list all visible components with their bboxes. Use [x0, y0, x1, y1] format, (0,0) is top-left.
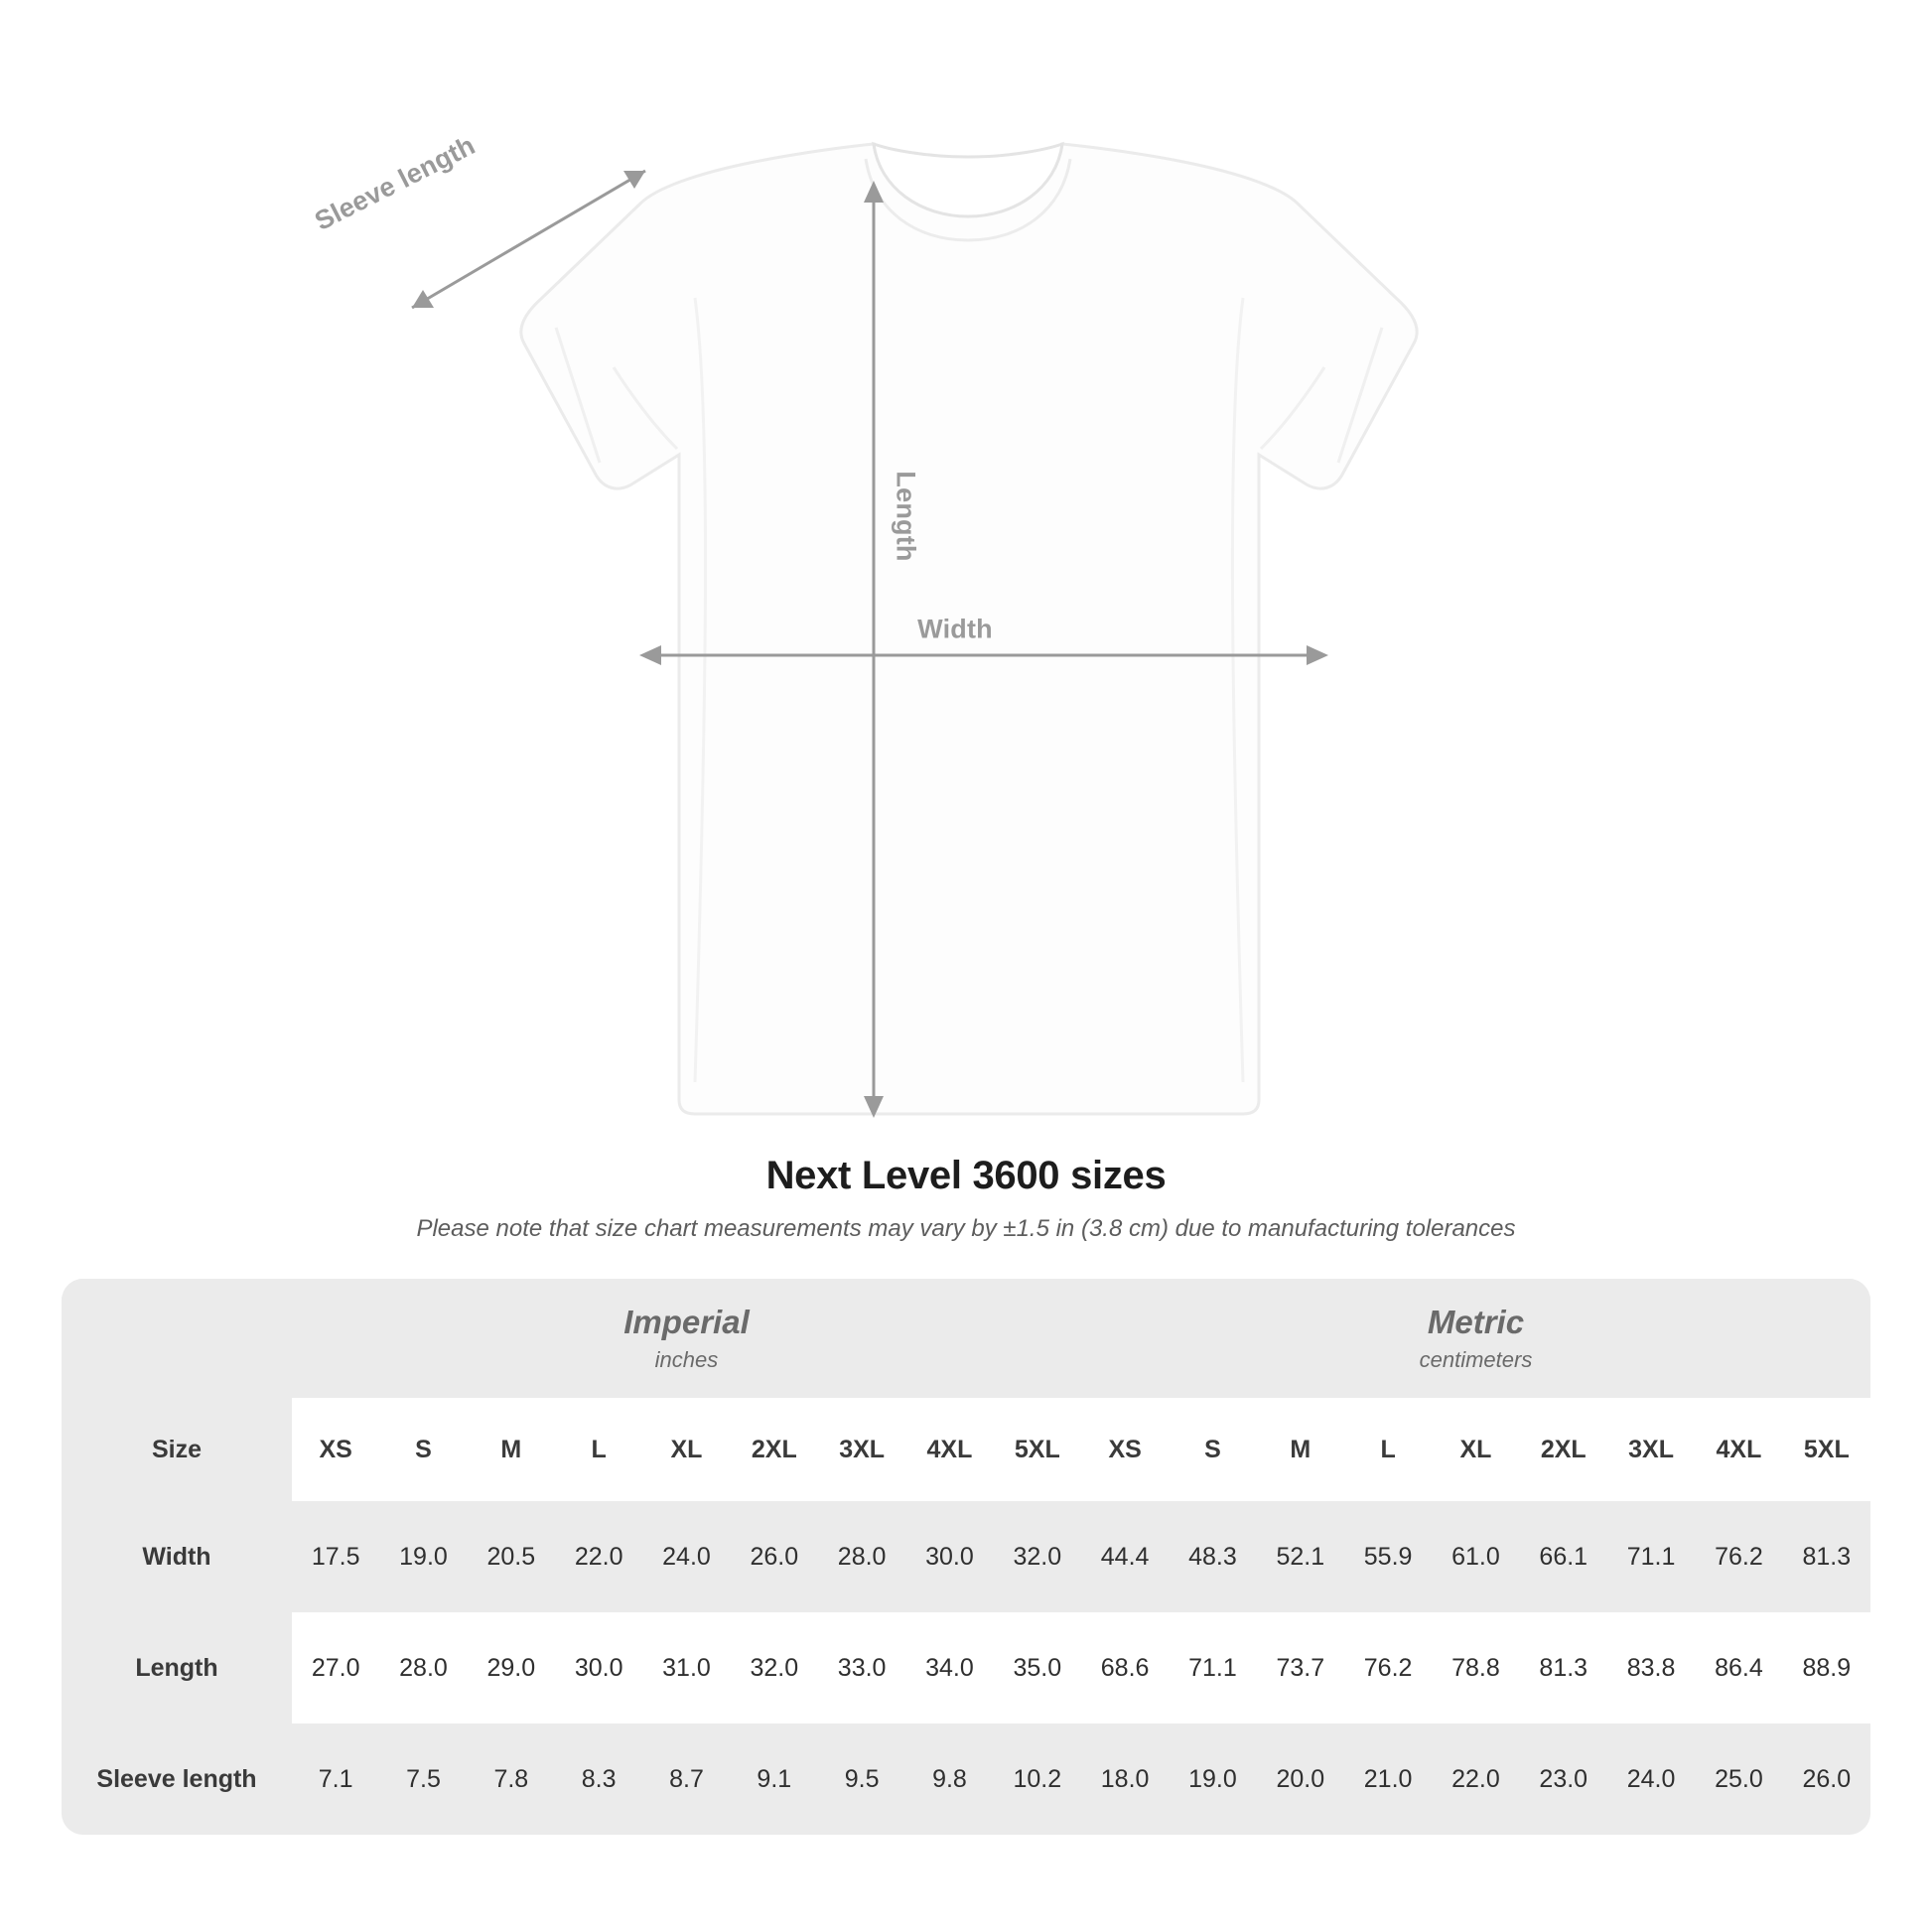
- table-cell: 10.2: [994, 1724, 1081, 1835]
- table-cell: 76.2: [1695, 1501, 1782, 1612]
- size-column-header: XL: [642, 1398, 730, 1501]
- table-cell: 32.0: [994, 1501, 1081, 1612]
- row-header-width: Width: [62, 1501, 292, 1612]
- table-cell: 19.0: [1169, 1724, 1256, 1835]
- table-cell: 66.1: [1520, 1501, 1607, 1612]
- table-cell: 24.0: [1607, 1724, 1695, 1835]
- table-cell: 34.0: [905, 1612, 993, 1724]
- unit-group-name: Imperial: [623, 1304, 750, 1341]
- table-cell: 76.2: [1344, 1612, 1432, 1724]
- unit-group-name: Metric: [1427, 1304, 1525, 1341]
- table-cell: 20.5: [468, 1501, 555, 1612]
- table-cell: 88.9: [1783, 1612, 1870, 1724]
- unit-header-spacer: [62, 1279, 292, 1398]
- table-cell: 86.4: [1695, 1612, 1782, 1724]
- table-cell: 81.3: [1520, 1612, 1607, 1724]
- size-column-header: 5XL: [994, 1398, 1081, 1501]
- table-cell: 8.7: [642, 1724, 730, 1835]
- table-cell: 7.1: [292, 1724, 379, 1835]
- size-column-header: 4XL: [905, 1398, 993, 1501]
- table-cell: 32.0: [731, 1612, 818, 1724]
- table-cell: 9.1: [731, 1724, 818, 1835]
- table-cell: 44.4: [1081, 1501, 1169, 1612]
- table-cell: 20.0: [1257, 1724, 1344, 1835]
- row-header-sleeve-length: Sleeve length: [62, 1724, 292, 1835]
- size-table: [62, 1279, 1870, 1835]
- size-column-header: L: [1344, 1398, 1432, 1501]
- unit-group-sub: centimeters: [1419, 1346, 1533, 1372]
- table-cell: 9.5: [818, 1724, 905, 1835]
- size-column-header: XS: [1081, 1398, 1169, 1501]
- table-cell: 8.3: [555, 1724, 642, 1835]
- table-cell: 21.0: [1344, 1724, 1432, 1835]
- unit-header-row: [62, 1279, 1870, 1398]
- sleeve-length-label: Sleeve length: [310, 130, 481, 237]
- table-cell: 27.0: [292, 1612, 379, 1724]
- table-cell: 30.0: [905, 1501, 993, 1612]
- table-cell: 18.0: [1081, 1724, 1169, 1835]
- table-cell: 26.0: [731, 1501, 818, 1612]
- table-row: [62, 1501, 1870, 1612]
- table-cell: 61.0: [1432, 1501, 1519, 1612]
- table-row: [62, 1724, 1870, 1835]
- size-column-header: XS: [292, 1398, 379, 1501]
- table-cell: 26.0: [1783, 1724, 1870, 1835]
- size-column-header: L: [555, 1398, 642, 1501]
- table-cell: 29.0: [468, 1612, 555, 1724]
- table-cell: 73.7: [1257, 1612, 1344, 1724]
- table-cell: 25.0: [1695, 1724, 1782, 1835]
- width-label: Width: [917, 614, 993, 644]
- size-column-header: M: [468, 1398, 555, 1501]
- table-cell: 78.8: [1432, 1612, 1519, 1724]
- table-cell: 28.0: [818, 1501, 905, 1612]
- unit-group-metric: [1081, 1279, 1870, 1398]
- table-cell: 83.8: [1607, 1612, 1695, 1724]
- size-column-header: M: [1257, 1398, 1344, 1501]
- table-cell: 55.9: [1344, 1501, 1432, 1612]
- length-label: Length: [891, 471, 921, 562]
- title-block: [0, 1154, 1932, 1243]
- table-cell: 31.0: [642, 1612, 730, 1724]
- page-title: Next Level 3600 sizes: [765, 1154, 1167, 1197]
- size-column-header: 2XL: [731, 1398, 818, 1501]
- table-cell: 71.1: [1607, 1501, 1695, 1612]
- table-cell: 30.0: [555, 1612, 642, 1724]
- table-cell: 28.0: [379, 1612, 467, 1724]
- table-cell: 33.0: [818, 1612, 905, 1724]
- table-cell: 22.0: [1432, 1724, 1519, 1835]
- row-header-size: Size: [62, 1398, 292, 1501]
- size-column-header: S: [1169, 1398, 1256, 1501]
- row-header-length: Length: [62, 1612, 292, 1724]
- table-cell: 19.0: [379, 1501, 467, 1612]
- table-cell: 48.3: [1169, 1501, 1256, 1612]
- table-cell: 52.1: [1257, 1501, 1344, 1612]
- size-column-header: XL: [1432, 1398, 1519, 1501]
- size-column-header: S: [379, 1398, 467, 1501]
- table-cell: 22.0: [555, 1501, 642, 1612]
- unit-group-sub: inches: [654, 1346, 719, 1372]
- table-cell: 23.0: [1520, 1724, 1607, 1835]
- size-column-header: 5XL: [1783, 1398, 1870, 1501]
- size-column-header: 3XL: [818, 1398, 905, 1501]
- table-row: [62, 1612, 1870, 1724]
- table-cell: 24.0: [642, 1501, 730, 1612]
- table-cell: 68.6: [1081, 1612, 1169, 1724]
- size-column-header: 2XL: [1520, 1398, 1607, 1501]
- table-cell: 81.3: [1783, 1501, 1870, 1612]
- table-cell: 7.5: [379, 1724, 467, 1835]
- table-cell: 17.5: [292, 1501, 379, 1612]
- size-table-wrapper: [62, 1279, 1870, 1835]
- size-column-header: 4XL: [1695, 1398, 1782, 1501]
- size-column-header: 3XL: [1607, 1398, 1695, 1501]
- unit-group-imperial: [292, 1279, 1081, 1398]
- table-cell: 71.1: [1169, 1612, 1256, 1724]
- table-cell: 9.8: [905, 1724, 993, 1835]
- table-cell: 35.0: [994, 1612, 1081, 1724]
- tolerance-note: Please note that size chart measurements may vary by ±1.5 in (3.8 cm) due to manufacturing tolerances: [416, 1215, 1516, 1242]
- size-header-row: [62, 1398, 1870, 1501]
- table-cell: 7.8: [468, 1724, 555, 1835]
